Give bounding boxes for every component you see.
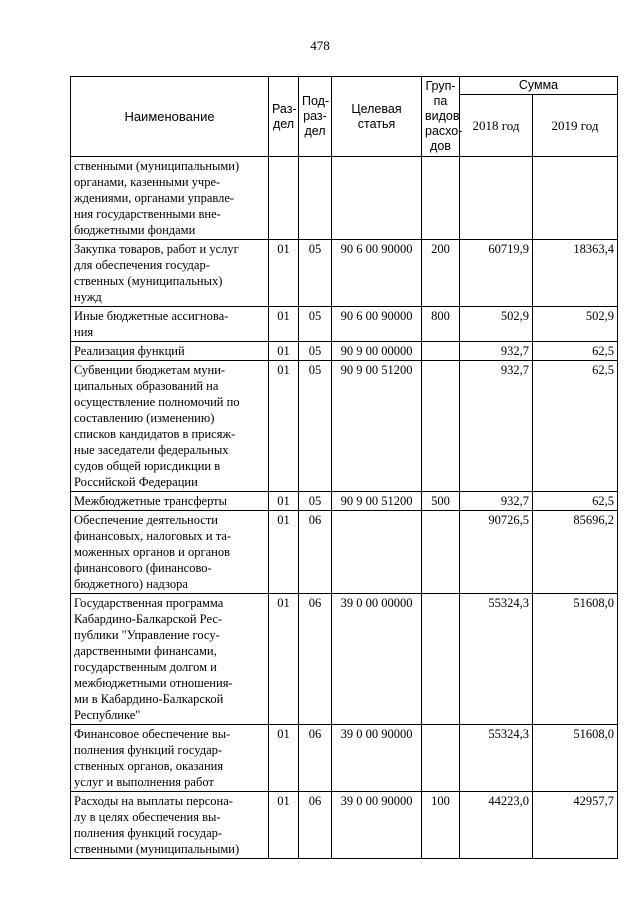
- table-row: [71, 157, 618, 240]
- expense-group-cell: [422, 342, 460, 361]
- sum-2018-cell: 90726,5: [460, 511, 533, 594]
- expense-group-cell: [422, 361, 460, 492]
- expense-group-cell: [422, 157, 460, 240]
- subsection-cell: 05: [299, 307, 332, 342]
- sum-2019-cell: 51608,0: [533, 594, 618, 725]
- target-article-cell: [332, 511, 422, 594]
- name-cell: Финансовое обеспечение вы- полнения функций государ- ственных органов, оказания услуг и выполнения работ: [71, 725, 269, 792]
- subsection-cell: 06: [299, 725, 332, 792]
- sum-2018-cell: 932,7: [460, 492, 533, 511]
- expense-group-cell: 800: [422, 307, 460, 342]
- section-cell: 01: [269, 361, 299, 492]
- target-article-cell: 39 0 00 90000: [332, 792, 422, 859]
- section-cell: 01: [269, 511, 299, 594]
- page-number: 478: [310, 38, 330, 53]
- sum-2018-cell: 55324,3: [460, 594, 533, 725]
- section-cell: 01: [269, 492, 299, 511]
- sum-2018-cell: 932,7: [460, 361, 533, 492]
- subsection-cell: 06: [299, 511, 332, 594]
- sum-2019-cell: 62,5: [533, 342, 618, 361]
- target-article-cell: 39 0 00 00000: [332, 594, 422, 725]
- expense-group-cell: [422, 725, 460, 792]
- section-cell: [269, 157, 299, 240]
- sum-2019-cell: 42957,7: [533, 792, 618, 859]
- sum-2019-cell: 502,9: [533, 307, 618, 342]
- table-row: [71, 594, 618, 725]
- sum-2018-cell: 932,7: [460, 342, 533, 361]
- target-article-cell: 90 6 00 90000: [332, 307, 422, 342]
- section-cell: 01: [269, 594, 299, 725]
- sum-2018-cell: 502,9: [460, 307, 533, 342]
- name-cell: Субвенции бюджетам муни- ципальных образований на осуществление полномочий по составлению (изменению) списков кандидатов в присяж- ные заседатели федеральных судов общей юрисдикции в Российской Федерации: [71, 361, 269, 492]
- expense-group-cell: [422, 594, 460, 725]
- subsection-cell: [299, 157, 332, 240]
- expense-group-cell: 100: [422, 792, 460, 859]
- table-row: [71, 307, 618, 342]
- sum-2018-cell: [460, 157, 533, 240]
- section-cell: 01: [269, 240, 299, 307]
- budget-table: [70, 76, 618, 859]
- sum-2018-cell: 55324,3: [460, 725, 533, 792]
- table-header: [71, 77, 618, 157]
- table-row: [71, 511, 618, 594]
- name-cell: Расходы на выплаты персона- лу в целях обеспечения вы- полнения функций государ- ственными (муниципальными): [71, 792, 269, 859]
- expense-group-cell: [422, 511, 460, 594]
- header-year-2018: 2018 год: [460, 95, 533, 157]
- target-article-cell: 90 9 00 00000: [332, 342, 422, 361]
- section-cell: 01: [269, 307, 299, 342]
- target-article-cell: 90 6 00 90000: [332, 240, 422, 307]
- table-row: [71, 492, 618, 511]
- subsection-cell: 05: [299, 492, 332, 511]
- name-cell: Государственная программа Кабардино-Балкарской Рес- публики "Управление госу- дарственными финансами, государственным долгом и межбюджетными отношения- ми в Кабардино-Балкарской Республике": [71, 594, 269, 725]
- table-row: [71, 342, 618, 361]
- sum-2019-cell: 18363,4: [533, 240, 618, 307]
- name-cell: Реализация функций: [71, 342, 269, 361]
- target-article-cell: [332, 157, 422, 240]
- header-sum: Сумма: [460, 77, 618, 95]
- name-cell: ственными (муниципальными) органами, казенными учре- ждениями, органами управле- ния государственными вне- бюджетными фондами: [71, 157, 269, 240]
- sum-2019-cell: [533, 157, 618, 240]
- header-name: Наименование: [71, 77, 269, 157]
- subsection-cell: 06: [299, 594, 332, 725]
- section-cell: 01: [269, 725, 299, 792]
- sum-2018-cell: 60719,9: [460, 240, 533, 307]
- table-body: [71, 157, 618, 859]
- sum-2019-cell: 85696,2: [533, 511, 618, 594]
- target-article-cell: 90 9 00 51200: [332, 361, 422, 492]
- table-row: [71, 725, 618, 792]
- subsection-cell: 05: [299, 361, 332, 492]
- header-year-2019: 2019 год: [533, 95, 618, 157]
- header-subsection: Под- раз- дел: [299, 77, 332, 157]
- name-cell: Межбюджетные трансферты: [71, 492, 269, 511]
- sum-2019-cell: 51608,0: [533, 725, 618, 792]
- target-article-cell: 90 9 00 51200: [332, 492, 422, 511]
- section-cell: 01: [269, 342, 299, 361]
- name-cell: Иные бюджетные ассигнова- ния: [71, 307, 269, 342]
- table-row: [71, 361, 618, 492]
- header-expense-group: Груп- па видов расхо- дов: [422, 77, 460, 157]
- header-target-article: Целевая статья: [332, 77, 422, 157]
- target-article-cell: 39 0 00 90000: [332, 725, 422, 792]
- table-row: [71, 792, 618, 859]
- name-cell: Обеспечение деятельности финансовых, налоговых и та- моженных органов и органов финансового (финансово- бюджетного) надзора: [71, 511, 269, 594]
- name-cell: Закупка товаров, работ и услуг для обеспечения государ- ственных (муниципальных) нужд: [71, 240, 269, 307]
- sum-2019-cell: 62,5: [533, 492, 618, 511]
- expense-group-cell: 500: [422, 492, 460, 511]
- sum-2019-cell: 62,5: [533, 361, 618, 492]
- header-section: Раз- дел: [269, 77, 299, 157]
- subsection-cell: 06: [299, 792, 332, 859]
- subsection-cell: 05: [299, 240, 332, 307]
- table-row: [71, 240, 618, 307]
- subsection-cell: 05: [299, 342, 332, 361]
- expense-group-cell: 200: [422, 240, 460, 307]
- section-cell: 01: [269, 792, 299, 859]
- sum-2018-cell: 44223,0: [460, 792, 533, 859]
